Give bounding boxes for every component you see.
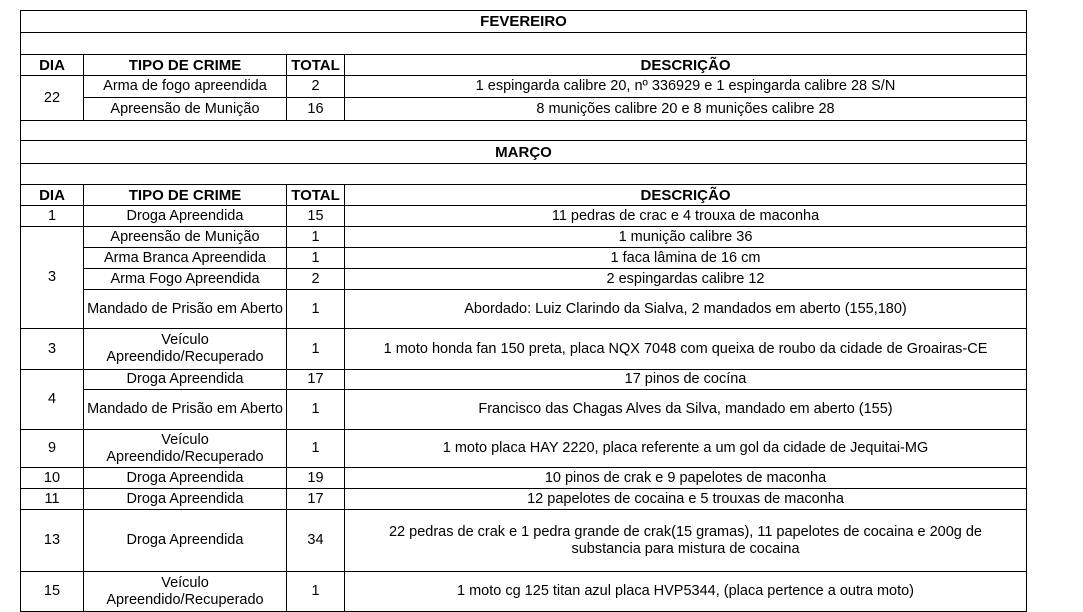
cell-dia: 22 xyxy=(43,89,61,106)
report-table xyxy=(20,0,1027,609)
cell-total: 15 xyxy=(286,206,344,226)
cell-descricao: 1 faca lâmina de 16 cm xyxy=(344,248,1026,268)
table-row xyxy=(83,390,1026,429)
cell-total: 2 xyxy=(286,269,344,289)
cell-descricao: 11 pedras de crac e 4 trouxa de maconha xyxy=(344,206,1026,226)
cell-dia: 4 xyxy=(47,391,57,407)
spacer-row xyxy=(20,164,1027,185)
cell-tipo: Veículo Apreendido/Recuperado xyxy=(83,430,286,467)
cell-tipo: Arma Branca Apreendida xyxy=(83,248,286,268)
table-row xyxy=(20,510,1027,572)
cell-total: 16 xyxy=(286,98,344,120)
header-tipo: TIPO DE CRIME xyxy=(83,185,286,205)
spacer-row xyxy=(20,121,1027,141)
cell-total: 1 xyxy=(286,572,344,611)
section-title-row-marco xyxy=(20,141,1027,164)
section-title: FEVEREIRO xyxy=(480,12,567,30)
cell-descricao: 1 moto cg 125 titan azul placa HVP5344, (placa pertence a outra moto) xyxy=(344,572,1026,611)
table-row xyxy=(20,430,1027,468)
cell-total: 19 xyxy=(286,468,344,488)
cell-total: 1 xyxy=(286,227,344,247)
section-title-row-fevereiro xyxy=(20,10,1027,33)
cell-dia: 10 xyxy=(43,469,61,486)
cell-total: 1 xyxy=(286,430,344,467)
table-row xyxy=(20,468,1027,489)
cell-descricao: 8 munições calibre 20 e 8 munições calibre 28 xyxy=(344,98,1026,120)
section-title: MARÇO xyxy=(495,143,552,161)
cell-descricao: 1 moto placa HAY 2220, placa referente a um gol da cidade de Jequitai-MG xyxy=(344,430,1026,467)
header-total: TOTAL xyxy=(286,185,344,205)
table-row xyxy=(83,227,1026,248)
table-row xyxy=(83,290,1026,328)
cell-dia: 3 xyxy=(47,340,57,357)
cell-descricao: 1 moto honda fan 150 preta, placa NQX 7048 com queixa de roubo da cidade de Groairas-CE xyxy=(344,329,1026,369)
table-row-group xyxy=(20,227,1027,329)
cell-tipo: Droga Apreendida xyxy=(83,468,286,488)
cell-total: 17 xyxy=(286,489,344,509)
table-row xyxy=(20,329,1027,370)
cell-descricao: Francisco das Chagas Alves da Silva, mandado em aberto (155) xyxy=(344,390,1026,429)
table-row xyxy=(83,76,1026,98)
cell-total: 2 xyxy=(286,76,344,97)
cell-dia: 11 xyxy=(44,490,60,507)
table-row xyxy=(83,370,1026,390)
header-descricao: DESCRIÇÃO xyxy=(344,55,1026,75)
cell-total: 17 xyxy=(286,370,344,389)
cell-dia: 1 xyxy=(47,207,57,224)
cell-tipo: Arma de fogo apreendida xyxy=(83,76,286,97)
cell-dia: 13 xyxy=(43,532,61,548)
cell-descricao: Abordado: Luiz Clarindo da Sialva, 2 mandados em aberto (155,180) xyxy=(344,290,1026,328)
cell-descricao: 2 espingardas calibre 12 xyxy=(344,269,1026,289)
cell-tipo: Droga Apreendida xyxy=(83,206,286,226)
cell-dia: 9 xyxy=(47,440,57,456)
header-dia: DIA xyxy=(39,56,65,74)
cell-total: 1 xyxy=(286,290,344,328)
cell-tipo: Veículo Apreendido/Recuperado xyxy=(83,329,286,369)
header-descricao: DESCRIÇÃO xyxy=(344,185,1026,205)
header-tipo: TIPO DE CRIME xyxy=(83,55,286,75)
cell-tipo: Veículo Apreendido/Recuperado xyxy=(83,572,286,611)
cell-total: 34 xyxy=(286,510,344,571)
cell-descricao: 1 espingarda calibre 20, nº 336929 e 1 espingarda calibre 28 S/N xyxy=(344,76,1026,97)
cell-tipo: Arma Fogo Apreendida xyxy=(83,269,286,289)
cell-tipo: Apreensão de Munição xyxy=(83,227,286,247)
table-row xyxy=(20,572,1027,612)
cell-dia: 3 xyxy=(47,269,57,285)
cell-tipo: Droga Apreendida xyxy=(83,489,286,509)
cell-descricao: 17 pinos de cocína xyxy=(344,370,1026,389)
cell-total: 1 xyxy=(286,390,344,429)
cell-descricao: 12 papelotes de cocaina e 5 trouxas de maconha xyxy=(344,489,1026,509)
table-row xyxy=(83,269,1026,290)
spacer-row xyxy=(20,33,1027,55)
cell-tipo: Mandado de Prisão em Aberto xyxy=(83,390,286,429)
cell-tipo: Droga Apreendida xyxy=(83,370,286,389)
cell-tipo: Droga Apreendida xyxy=(83,510,286,571)
header-total: TOTAL xyxy=(286,55,344,75)
table-row xyxy=(83,98,1026,120)
table-header-row xyxy=(20,55,1027,76)
table-header-row xyxy=(20,185,1027,206)
table-row xyxy=(20,206,1027,227)
cell-dia: 15 xyxy=(43,583,61,599)
cell-descricao: 22 pedras de crak e 1 pedra grande de crak(15 gramas), 11 papelotes de cocaina e 200g de substancia para mistura de cocaina xyxy=(344,510,1026,571)
table-row-group xyxy=(20,370,1027,430)
cell-total: 1 xyxy=(286,329,344,369)
table-row xyxy=(20,489,1027,510)
cell-descricao: 1 munição calibre 36 xyxy=(344,227,1026,247)
cell-tipo: Apreensão de Munição xyxy=(83,98,286,120)
cell-total: 1 xyxy=(286,248,344,268)
table-row-group xyxy=(20,76,1027,121)
table-row xyxy=(83,248,1026,269)
cell-descricao: 10 pinos de crak e 9 papelotes de maconha xyxy=(344,468,1026,488)
header-dia: DIA xyxy=(39,186,65,204)
cell-tipo: Mandado de Prisão em Aberto xyxy=(83,290,286,328)
